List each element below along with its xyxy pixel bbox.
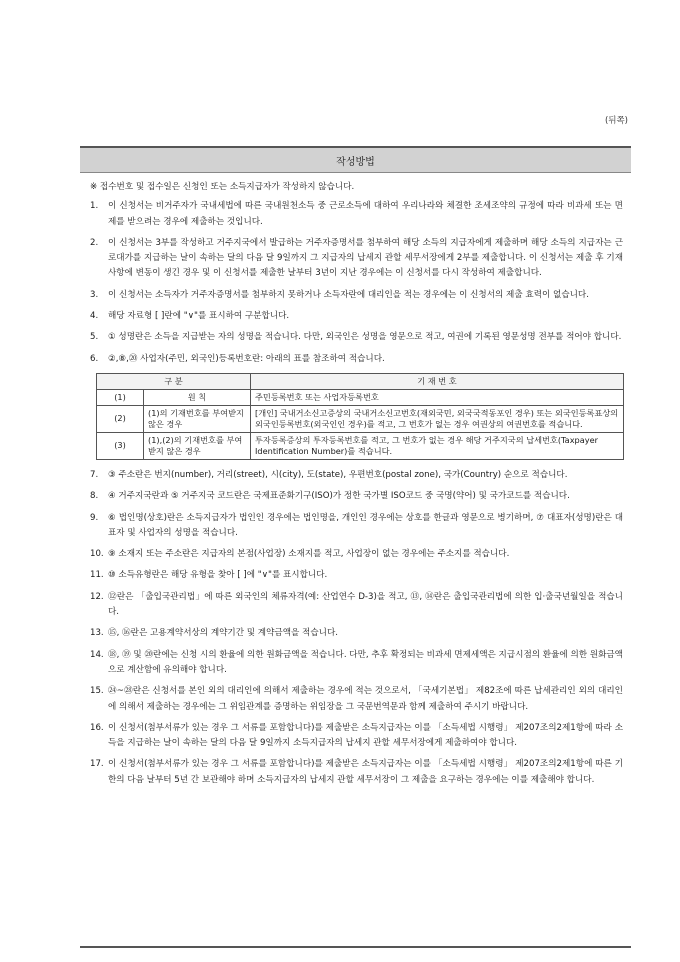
instruction-item: [90, 288, 623, 303]
id-number-reference-table: [96, 373, 624, 460]
instruction-text: ②,⑧,⑳ 사업자(주민, 외국인)등록번호란: 아래의 표를 참조하여 적습니다.: [108, 353, 385, 364]
table-cell-code: (1): [97, 389, 144, 405]
instruction-number: 2.: [90, 237, 99, 248]
instruction-text: 해당 자료형 [ ]란에 "∨"를 표시하여 구분합니다.: [108, 311, 290, 322]
instruction-item: [90, 309, 623, 324]
table-cell-code: (2): [97, 405, 144, 432]
instruction-text: 이 신청서는 3부를 작성하고 거주지국에서 발급하는 거주자증명서를 첨부하여 해당 소득의 지급자에게 제출하며 해당 소득의 지급자는 근로대가를 지급하는 날이 속하는 달의 다음 달 9일까지 그 지급자의 납세지 관할 세무서장에게 2부를 제출합니다. 이 신청서는 제출 후 기재사항에 변동이 생긴 경우 및 이 신청서를 제출한 날부터 3년이 지난 경우에는 이 신청서를 다시 작성하여 제출합니다.: [108, 237, 623, 279]
instruction-list-bottom: [90, 468, 623, 788]
table-cell-code: (3): [97, 432, 144, 459]
instruction-text: ⑩ 소득유형란은 해당 유형을 찾아 [ ]에 "∨"를 표시합니다.: [108, 570, 328, 581]
instruction-item: [90, 590, 623, 621]
intro-note: ※ 접수번호 및 접수일은 신청인 또는 소득지급자가 작성하지 않습니다.: [90, 182, 355, 192]
instruction-number: 15.: [90, 686, 104, 697]
instruction-number: 4.: [90, 311, 99, 322]
table-cell-category: (1),(2)의 기재번호를 부여받지 않은 경우: [144, 432, 251, 459]
instructions-title: 작성방법: [336, 156, 375, 168]
instruction-number: 14.: [90, 649, 104, 660]
instructions-frame: [80, 146, 631, 794]
table-row: [97, 405, 624, 432]
instruction-number: 16.: [90, 722, 104, 733]
instruction-number: 6.: [90, 353, 99, 364]
instruction-number: 9.: [90, 512, 99, 523]
instruction-text: ④ 거주지국란과 ⑤ 거주지국 코드란은 국제표준화기구(ISO)가 정한 국가별 ISO코드 중 국명(약어) 및 국가코드를 적습니다.: [108, 491, 570, 502]
instruction-item: [90, 330, 623, 345]
instruction-text: ⑫란은 「출입국관리법」에 따른 외국인의 체류자격(예: 산업연수 D-3)을 적고, ⑬, ⑭란은 출입국관리법에 의한 입·출국년월일을 적습니다.: [108, 591, 623, 618]
instruction-text: 이 신청서(첨부서류가 있는 경우 그 서류를 포함합니다)를 제출받은 소득지급자는 이를 「소득세법 시행령」 제207조의2제1항에 따른 기한의 다음 날부터 5년 간 보관해야 하며 소득지급자의 납세지 관할 세무서장이 그 제출을 요구하는 경우에는 이를 제출해야 합니다.: [108, 759, 623, 785]
instruction-number: 13.: [90, 628, 104, 639]
instruction-item: [90, 547, 623, 562]
table-header-row: [97, 373, 624, 389]
instruction-number: 10.: [90, 549, 104, 560]
instruction-item: [90, 568, 623, 583]
instruction-item: [90, 648, 623, 679]
instruction-item: [90, 757, 623, 788]
instruction-item: [90, 352, 623, 367]
instruction-number: 3.: [90, 289, 99, 300]
instruction-item: [90, 468, 623, 483]
table-row: [97, 389, 624, 405]
instruction-item: [90, 626, 623, 641]
instruction-number: 17.: [90, 759, 104, 770]
instruction-item: [90, 236, 623, 282]
table-header-content: 기 재 번 호: [251, 373, 624, 389]
instruction-item: [90, 199, 623, 230]
table-row: [97, 432, 624, 459]
table-cell-category: (1)의 기재번호를 부여받지 않은 경우: [144, 405, 251, 432]
instruction-text: ① 성명란은 소득을 지급받는 자의 성명을 적습니다. 다만, 외국인은 성명을 영문으로 적고, 여권에 기록된 영문성명 전부를 적어야 합니다.: [108, 332, 622, 343]
table-cell-category: 원 칙: [144, 389, 251, 405]
instruction-item: [90, 489, 623, 504]
instruction-text: ⑨ 소재지 또는 주소란은 지급자의 본점(사업장) 소재지를 적고, 사업장이 없는 경우에는 주소지를 적습니다.: [108, 549, 510, 560]
instruction-text: ⑥ 법인명(상호)란은 소득지급자가 법인인 경우에는 법인명을, 개인인 경우에는 상호를 한글과 영문으로 병기하며, ⑦ 대표자(성명)란은 대표자 및 사업자의 성명을 적습니다.: [108, 512, 623, 538]
instruction-text: 이 신청서는 비거주자가 국내세법에 따른 국내원천소득 중 근로소득에 대하여 우리나라와 체결한 조세조약의 규정에 따라 비과세 또는 면제를 받으려는 경우에 제출하는 것입니다.: [108, 201, 623, 227]
instruction-item: [90, 684, 623, 715]
instructions-content: [80, 173, 631, 788]
table-cell-content: 주민등록번호 또는 사업자등록번호: [251, 389, 624, 405]
instruction-text: 이 신청서는 소득자가 거주자증명서를 첨부하지 못하거나 소득자란에 대리인을 적는 경우에는 이 신청서의 제출 효력이 없습니다.: [108, 289, 589, 300]
instruction-number: 5.: [90, 332, 99, 343]
instruction-number: 1.: [90, 201, 99, 212]
table-header-category: 구 분: [97, 373, 251, 389]
page-side-label: (뒤쪽): [604, 116, 628, 126]
instruction-text: 이 신청서(첨부서류가 있는 경우 그 서류를 포함합니다)를 제출받은 소득지급자는 이를 「소득세법 시행령」 제207조의2제1항에 따라 소득을 지급하는 날이 속하는 달의 다음 달 9일까지 소득지급자의 납세지 관할 세무서장에게 제출하여야 합니다.: [108, 722, 623, 749]
instruction-text: ③ 주소란은 번지(number), 거리(street), 시(city), 도(state), 우편번호(postal zone), 국가(Country) 순으로 적습니다.: [108, 469, 568, 480]
table-cell-content: [개인] 국내거소신고증상의 국내거소신고번호(재외국민, 외국국적동포인 경우) 또는 외국인등록표상의 외국인등록번호(외국인인 경우)를 적고, 그 번호가 없는 경우 여권상의 여권번호를 적습니다.: [251, 405, 624, 432]
instruction-item: [90, 511, 623, 542]
table-cell-content: 투자등록증상의 투자등록번호를 적고, 그 번호가 없는 경우 해당 거주지국의 납세번호(Taxpayer Identification Number)를 적습니다.: [251, 432, 624, 459]
instruction-list-top: [90, 199, 623, 367]
instruction-number: 11.: [90, 570, 104, 581]
instruction-item: [90, 721, 623, 752]
instructions-title-bar: [80, 146, 631, 173]
instruction-number: 12.: [90, 591, 104, 602]
instruction-text: ⑮, ⑯란은 고용계약서상의 계약기간 및 계약금액을 적습니다.: [108, 628, 338, 639]
bottom-rule: [80, 946, 631, 948]
instruction-text: ㉔~㉘란은 신청서를 본인 외의 대리인에 의해서 제출하는 경우에 적는 것으로서, 「국세기본법」 제82조에 따른 납세관리인 외의 대리인에 의해서 제출하는 경우에는 그 위임관계를 증명하는 위임장을 그 국문번역문과 함께 제출하여 주시기 바랍니다.: [108, 686, 623, 712]
instruction-number: 8.: [90, 491, 99, 502]
instruction-number: 7.: [90, 469, 99, 480]
instruction-text: ⑱, ⑲ 및 ⑳란에는 신청 시의 환율에 의한 원화금액을 적습니다. 다만, 추후 확정되는 비과세 면제세액은 지급시점의 환율에 의한 원화금액으로 계산함에 유의해야 합니다.: [108, 649, 623, 675]
